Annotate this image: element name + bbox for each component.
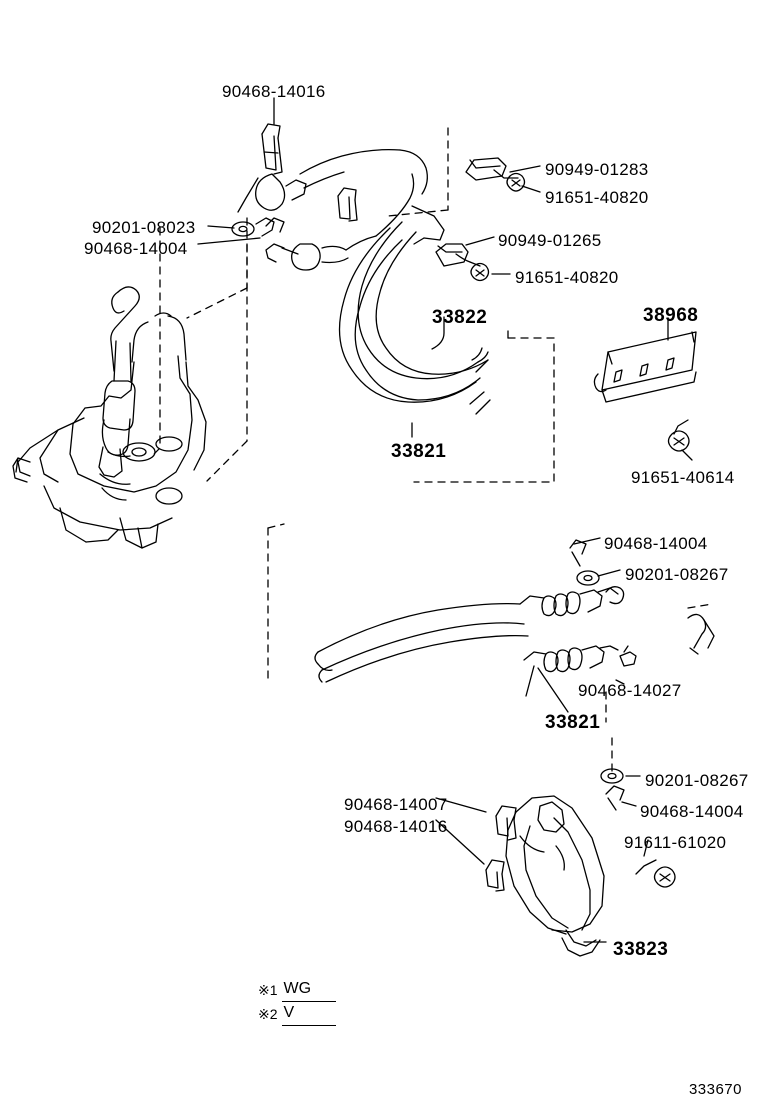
legend-note-1 bbox=[258, 978, 336, 1002]
label-90201-08267-mid: 90201-08267 bbox=[625, 565, 729, 584]
label-33821-lower: 33821 bbox=[545, 712, 601, 733]
label-90468-14016-lower: 90468-14016 bbox=[344, 817, 448, 836]
legend-mark-2: ※2 bbox=[258, 1006, 278, 1022]
label-90468-14004-mid: 90468-14004 bbox=[604, 534, 708, 553]
label-90468-14027: 90468-14027 bbox=[578, 681, 682, 700]
legend-text-1: WG bbox=[282, 978, 336, 1002]
label-91651-40614: 91651-40614 bbox=[631, 468, 735, 487]
label-90201-08023: 90201-08023 bbox=[92, 218, 196, 237]
label-90468-14007: 90468-14007 bbox=[344, 795, 448, 814]
label-91651-40820-upper: 91651-40820 bbox=[545, 188, 649, 207]
label-91611-61020: 91611-61020 bbox=[624, 833, 727, 852]
legend-text-2: V bbox=[282, 1002, 336, 1026]
label-33822: 33822 bbox=[432, 307, 488, 328]
label-90949-01283: 90949-01283 bbox=[545, 160, 649, 179]
figure-code: 333670 bbox=[688, 1081, 742, 1098]
legend-mark-1: ※1 bbox=[258, 982, 278, 998]
label-38968: 38968 bbox=[643, 305, 699, 326]
label-90468-14004-lower: 90468-14004 bbox=[640, 802, 744, 821]
label-90468-14004-upper: 90468-14004 bbox=[84, 239, 188, 258]
label-33821-upper: 33821 bbox=[391, 441, 447, 462]
legend-notes bbox=[258, 978, 336, 1026]
legend-note-2 bbox=[258, 1002, 336, 1026]
label-91651-40820-lower: 91651-40820 bbox=[515, 268, 619, 287]
label-90468-14016-top: 90468-14016 bbox=[222, 82, 326, 101]
label-90201-08267-lower: 90201-08267 bbox=[645, 771, 749, 790]
label-90949-01265: 90949-01265 bbox=[498, 231, 602, 250]
label-33823: 33823 bbox=[613, 939, 669, 960]
